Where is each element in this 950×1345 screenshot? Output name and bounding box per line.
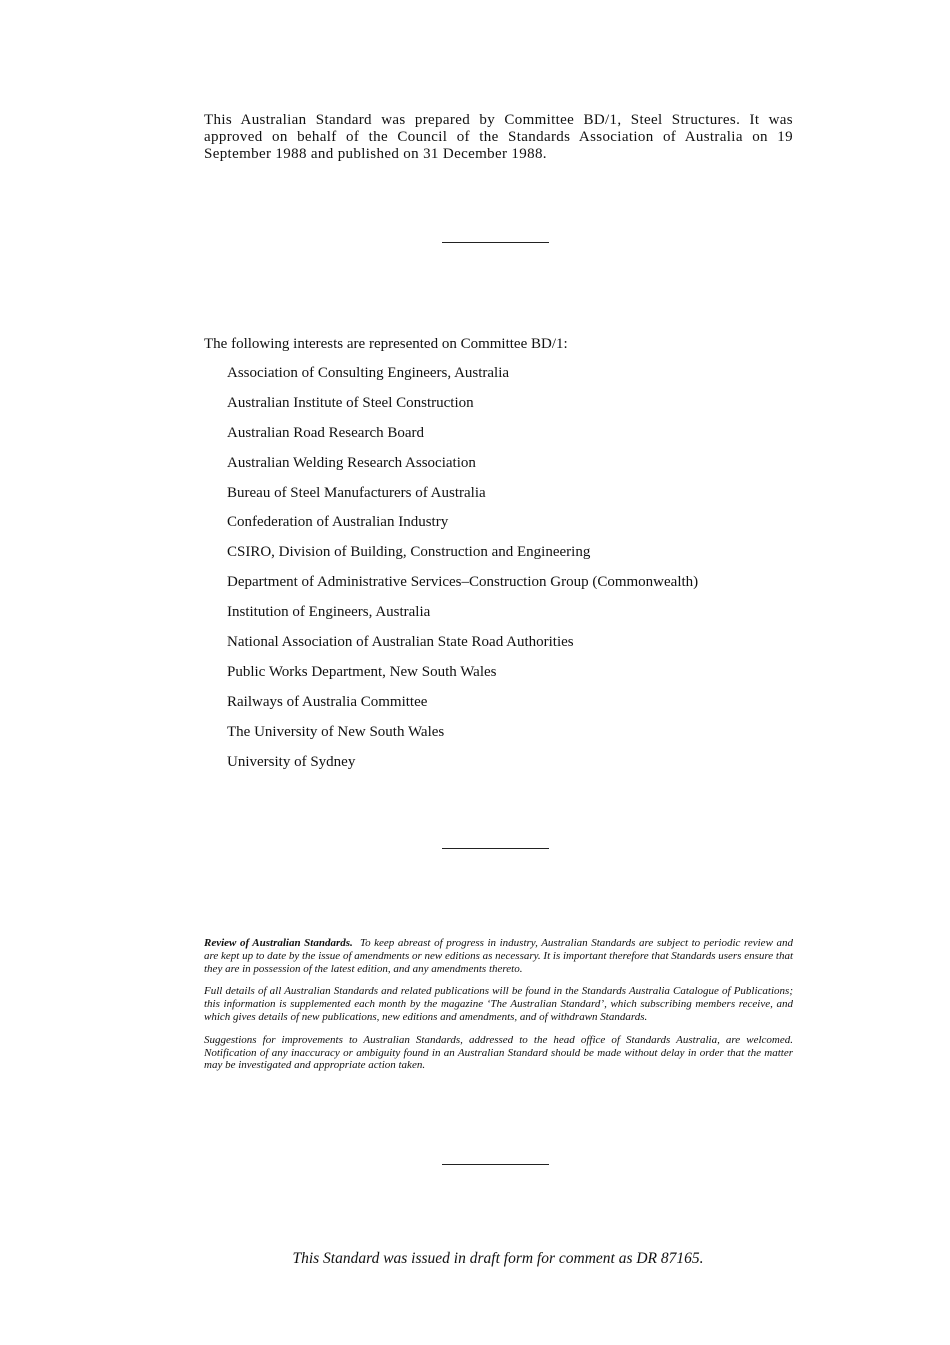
committee-interests-heading: The following interests are represented on Committee BD/1: xyxy=(204,336,568,352)
list-item: Australian Road Research Board xyxy=(227,424,425,441)
list-item: Public Works Department, New South Wales xyxy=(227,663,497,680)
review-notes xyxy=(204,937,793,1082)
list-item: Association of Consulting Engineers, Australia xyxy=(227,365,510,381)
list-item: The University of New South Wales xyxy=(227,723,445,740)
list-item: University of Sydney xyxy=(227,753,356,770)
list-item: Department of Administrative Services–Construction Group (Commonwealth) xyxy=(227,574,699,591)
draft-note: This Standard was issued in draft form for comment as DR 87165. xyxy=(292,1250,704,1267)
review-paragraph-3: Suggestions for improvements to Australian Standards, addressed to the head office of Standards Australia, are welcomed. Notification of any inaccuracy or ambiguity found in an Australian Standard should be made without delay in order that the matter may be investigated and appropriate action taken. xyxy=(204,1033,793,1072)
review-text: To keep abreast of progress in industry, Australian Standards are subject to periodic review and are kept up to date by the issue of amendments or new editions as necessary. It is important therefore that Standards users ensure that they are in possession of the latest edition, and any amendments thereto. xyxy=(204,937,793,975)
review-heading: Review of Australian Standards. xyxy=(204,937,353,949)
list-item: Institution of Engineers, Australia xyxy=(227,604,431,621)
list-item: Australian Institute of Steel Construction xyxy=(227,394,474,411)
list-item: Railways of Australia Committee xyxy=(227,693,428,710)
list-item: National Association of Australian State Road Authorities xyxy=(227,634,574,651)
list-item: Confederation of Australian Industry xyxy=(227,514,449,531)
list-item: Bureau of Steel Manufacturers of Australia xyxy=(227,484,486,501)
list-item: Australian Welding Research Association xyxy=(227,454,476,471)
divider-rule xyxy=(442,242,549,243)
committee-interests-list xyxy=(227,363,698,781)
list-item: CSIRO, Division of Building, Construction and Engineering xyxy=(227,544,591,561)
preparation-statement: This Australian Standard was prepared by Committee BD/1, Steel Structures. It was approved on behalf of the Council of the Standards Association of Australia on 19 September 1988 and published on 31 December 1988. xyxy=(204,112,793,162)
review-paragraph-1 xyxy=(204,937,793,975)
divider-rule xyxy=(442,1164,549,1165)
divider-rule xyxy=(442,848,549,849)
review-paragraph-2: Full details of all Australian Standards and related publications will be found in the Standards Australia Catalogue of Publications; this information is supplemented each month by the magazine ‘The Australian Standard’, which subscribing members receive, and which gives details of new publications, new editions and amendments, and of withdrawn Standards. xyxy=(204,985,793,1023)
